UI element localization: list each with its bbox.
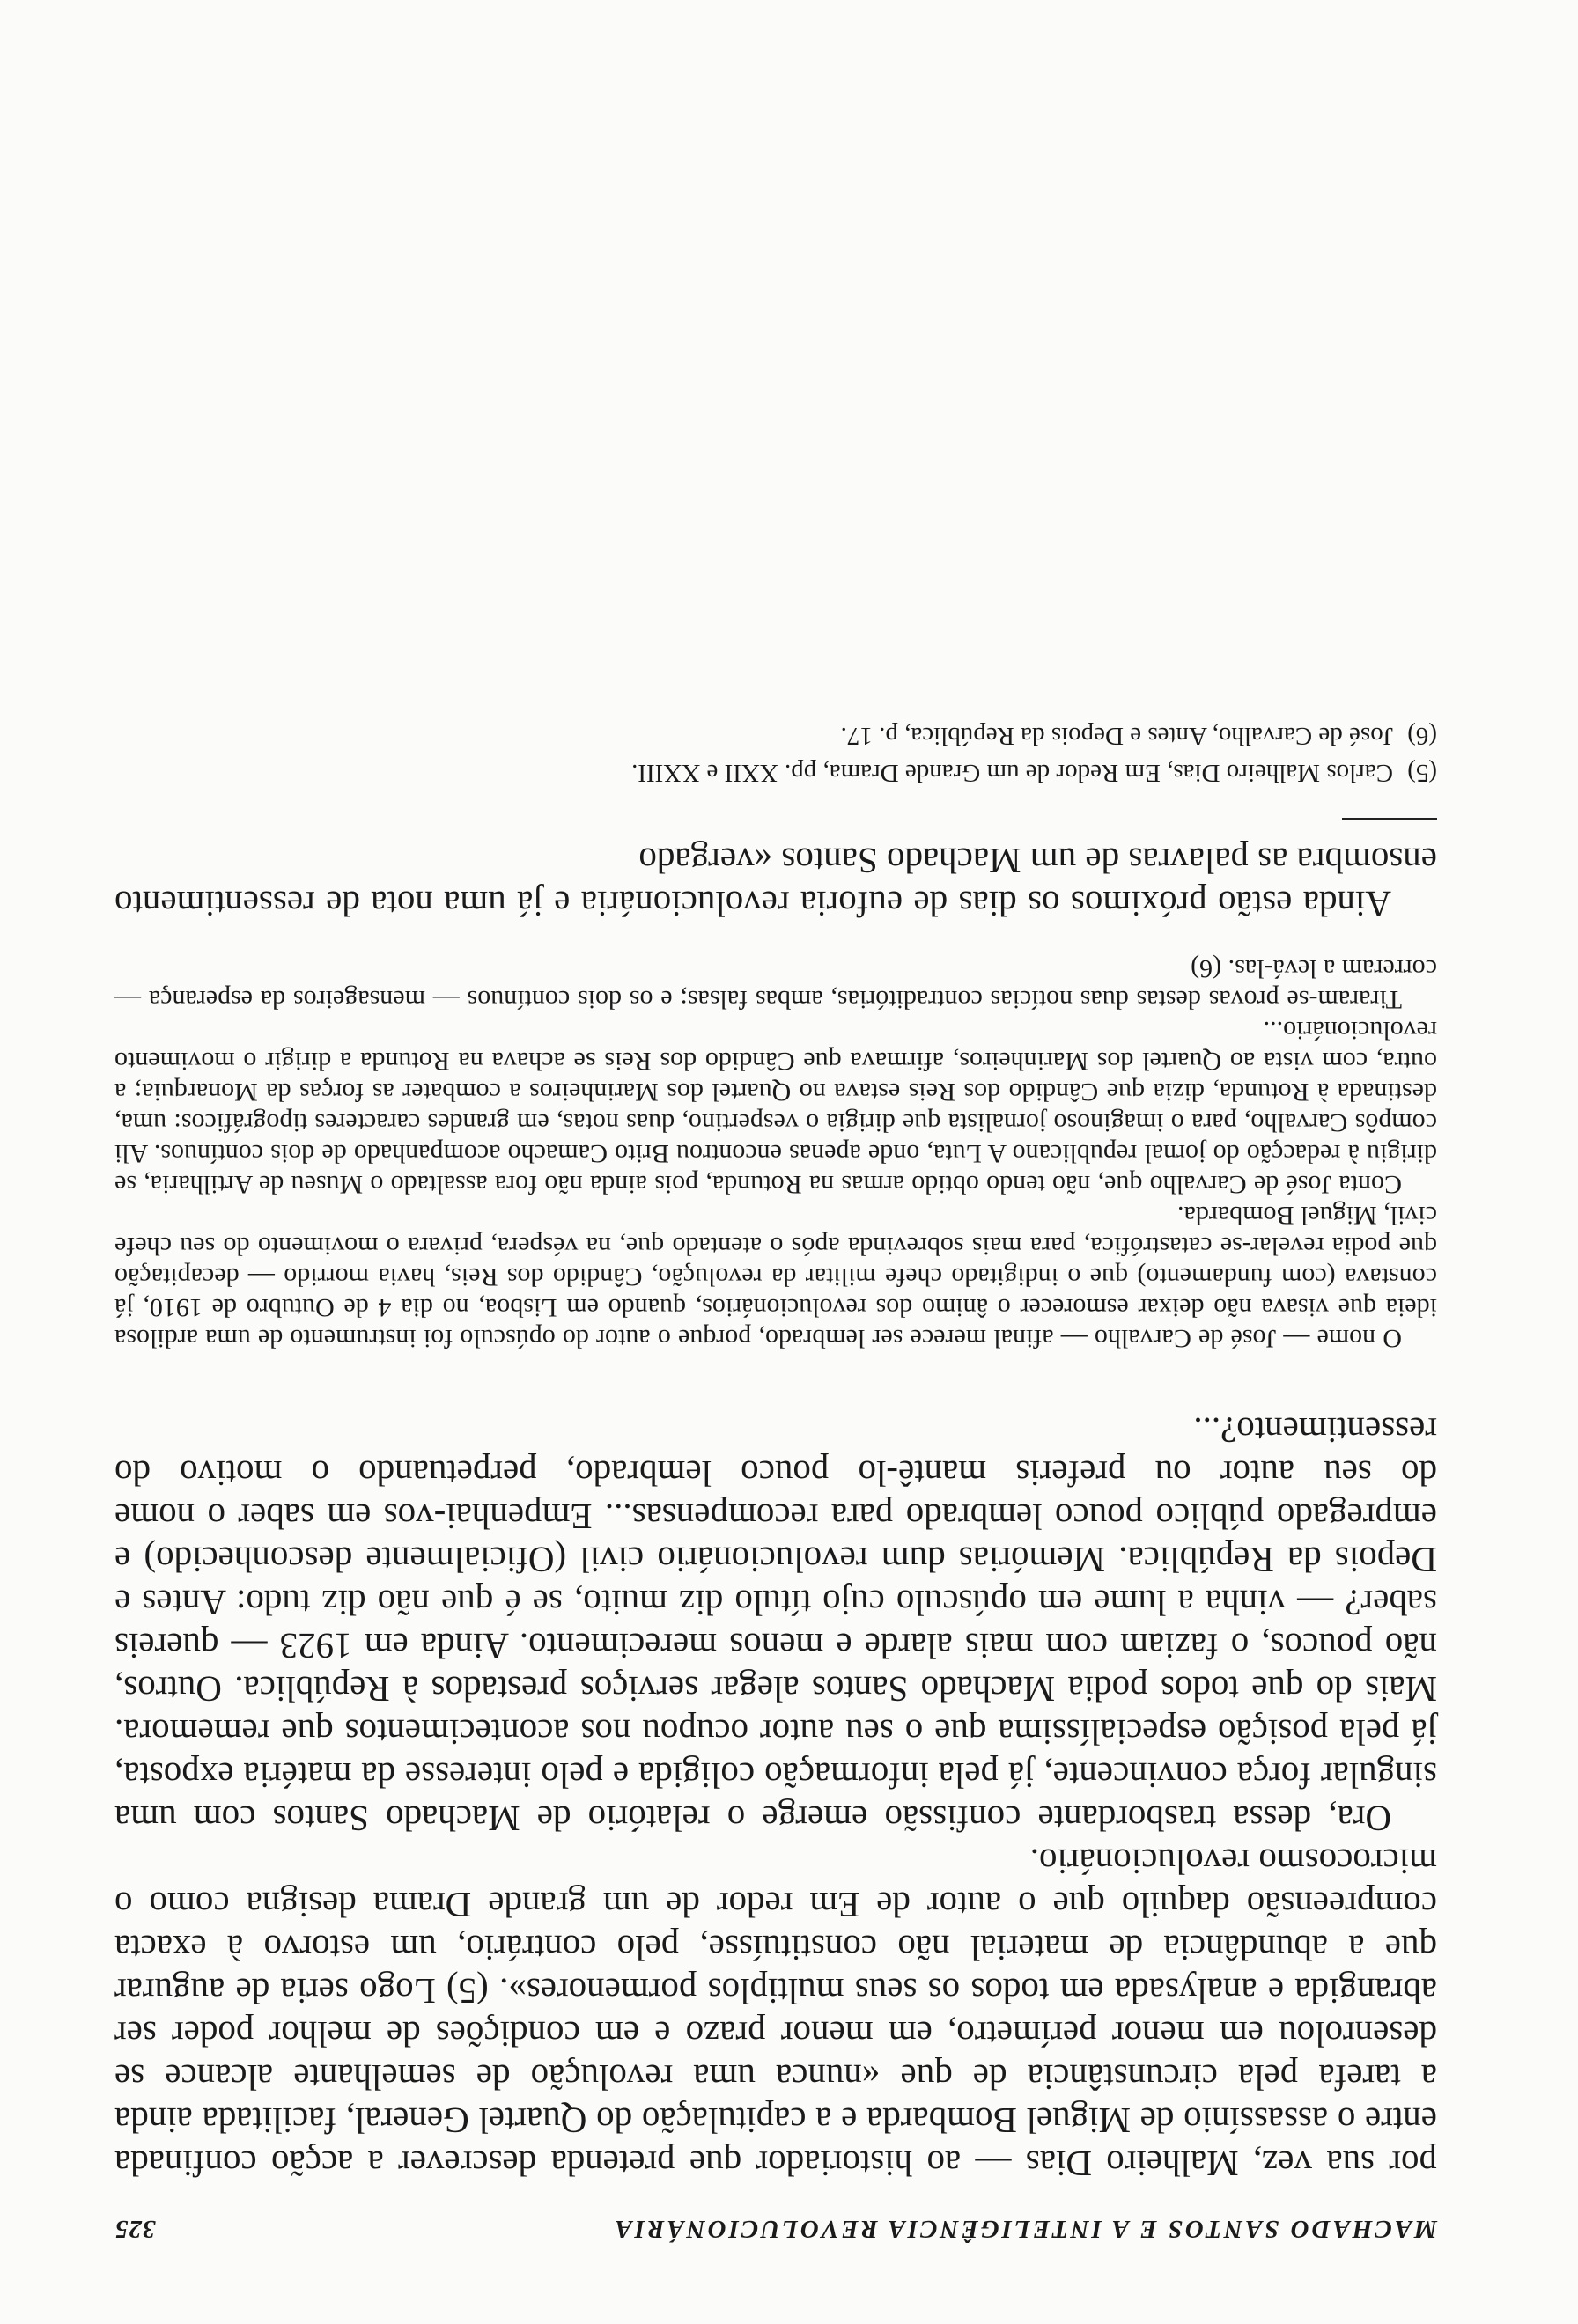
- footnotes: [114, 717, 1437, 791]
- paragraph: Ainda estão próximos os dias de euforia revolucionária e já uma nota de ressentimento ensombra as palavras de um Machado Santos «vergado: [114, 841, 1437, 924]
- main-text: [114, 717, 1437, 2185]
- paragraph: por sua vez, Malheiro Dias — ao historiador que pretenda descrever a acção confinada entre o assassínio de Miguel Bombarda e a capitulação do Quartel General, facilitada ainda a tarefa pela circunstância de que «nunca uma revolução de semelhante alcance se desenrolou em menor perímetro, em menor prazo e em condições de melhor poder ser abrangida e analysada em todos os seus multiplos pormenores». (5) Logo seria de augurar que a abundância de material não constituísse, pelo contrário, um estorvo à exacta compreensão daquilo que o autor de Em redor de um grande Drama designa como o microcosmo revolucionário.: [114, 1842, 1437, 2184]
- footnote-number: (6): [1407, 722, 1437, 750]
- footnote-text: Carlos Malheiro Dias, Em Redor de um Grande Drama, pp. XXII e XXIII.: [631, 759, 1393, 787]
- footnote: [114, 717, 1437, 754]
- paragraph: Tiraram-se provas destas duas notícias contraditórias, ambas falsas; e os dois contínuos — mensageiros da esperança — correram a levá-las. (6): [114, 954, 1437, 1014]
- paragraph: Ora, dessa trasbordante confissão emerge o relatório de Machado Santos com uma singular força convincente, já pela informação coligida e pelo interesse da matéria exposta, já pela posição especialíssima que o seu autor ocupou nos acontecimentos que rememora. Mais do que todos podia Machado Santos alegar serviços prestados à República. Outros, não poucos, o faziam com mais alarde e menos merecimento. Ainda em 1923 — quereis saber? — vinha a lume em opúsculo cujo título diz muito, se é que não diz tudo: Antes e Depois da República. Memórias dum revolucionário civil (Oficialmente desconhecido) e empregado público pouco lembrado para recompensas... Empenhai-vos em saber o nome do seu autor ou preferis mantê-lo pouco lembrado, perpetuando o motivo do ressentimento?...: [114, 1410, 1437, 1839]
- footnote: [114, 754, 1437, 791]
- footnote-rule: [1342, 818, 1437, 820]
- running-header: [114, 2214, 1437, 2243]
- paragraph: O nome — José de Carvalho — afinal merece ser lembrado, porque o autor do opúsculo foi instrumento de uma ardilosa ideia que visava não deixar esmorecer o ânimo dos revolucionários, quando em Lisboa, no dia 4 de Outubro de 1910, já constava (com fundamento) que o indigitado chefe militar da revolução, Cândido dos Reis, havia morrido — decapitação que podia revelar-se catastrófica, para mais sobrevinda após o atentado que, na véspera, privara o movimento do seu chefe civil, Miguel Bombarda.: [114, 1201, 1437, 1353]
- footnote-text: José de Carvalho, Antes e Depois da República, p. 17.: [840, 722, 1393, 750]
- running-title: MACHADO SANTOS E A INTELIGÊNCIA REVOLUCIONÁRIA: [612, 2215, 1437, 2243]
- paragraph: Conta José de Carvalho que, não tendo obtido armas na Rotunda, pois ainda não fora assaltado o Museu de Artilharia, se dirigiu à redacção do jornal republicano A Luta, onde apenas encontrou Brito Camacho acompanhado de dois contínuos. Ali compôs Carvalho, para o imaginoso jornalista que dirigia o vespertino, duas notas, em grandes caracteres tipográficos: uma, destinada à Rotunda, dizia que Cândido dos Reis estava no Quartel dos Marinheiros a combater as forças da Monarquia; a outra, com vista ao Quartel dos Marinheiros, afirmava que Cândido dos Reis se achava na Rotunda a dirigir o movimento revolucionário...: [114, 1016, 1437, 1199]
- footnote-number: (5): [1407, 759, 1437, 787]
- page-number: 325: [114, 2215, 156, 2243]
